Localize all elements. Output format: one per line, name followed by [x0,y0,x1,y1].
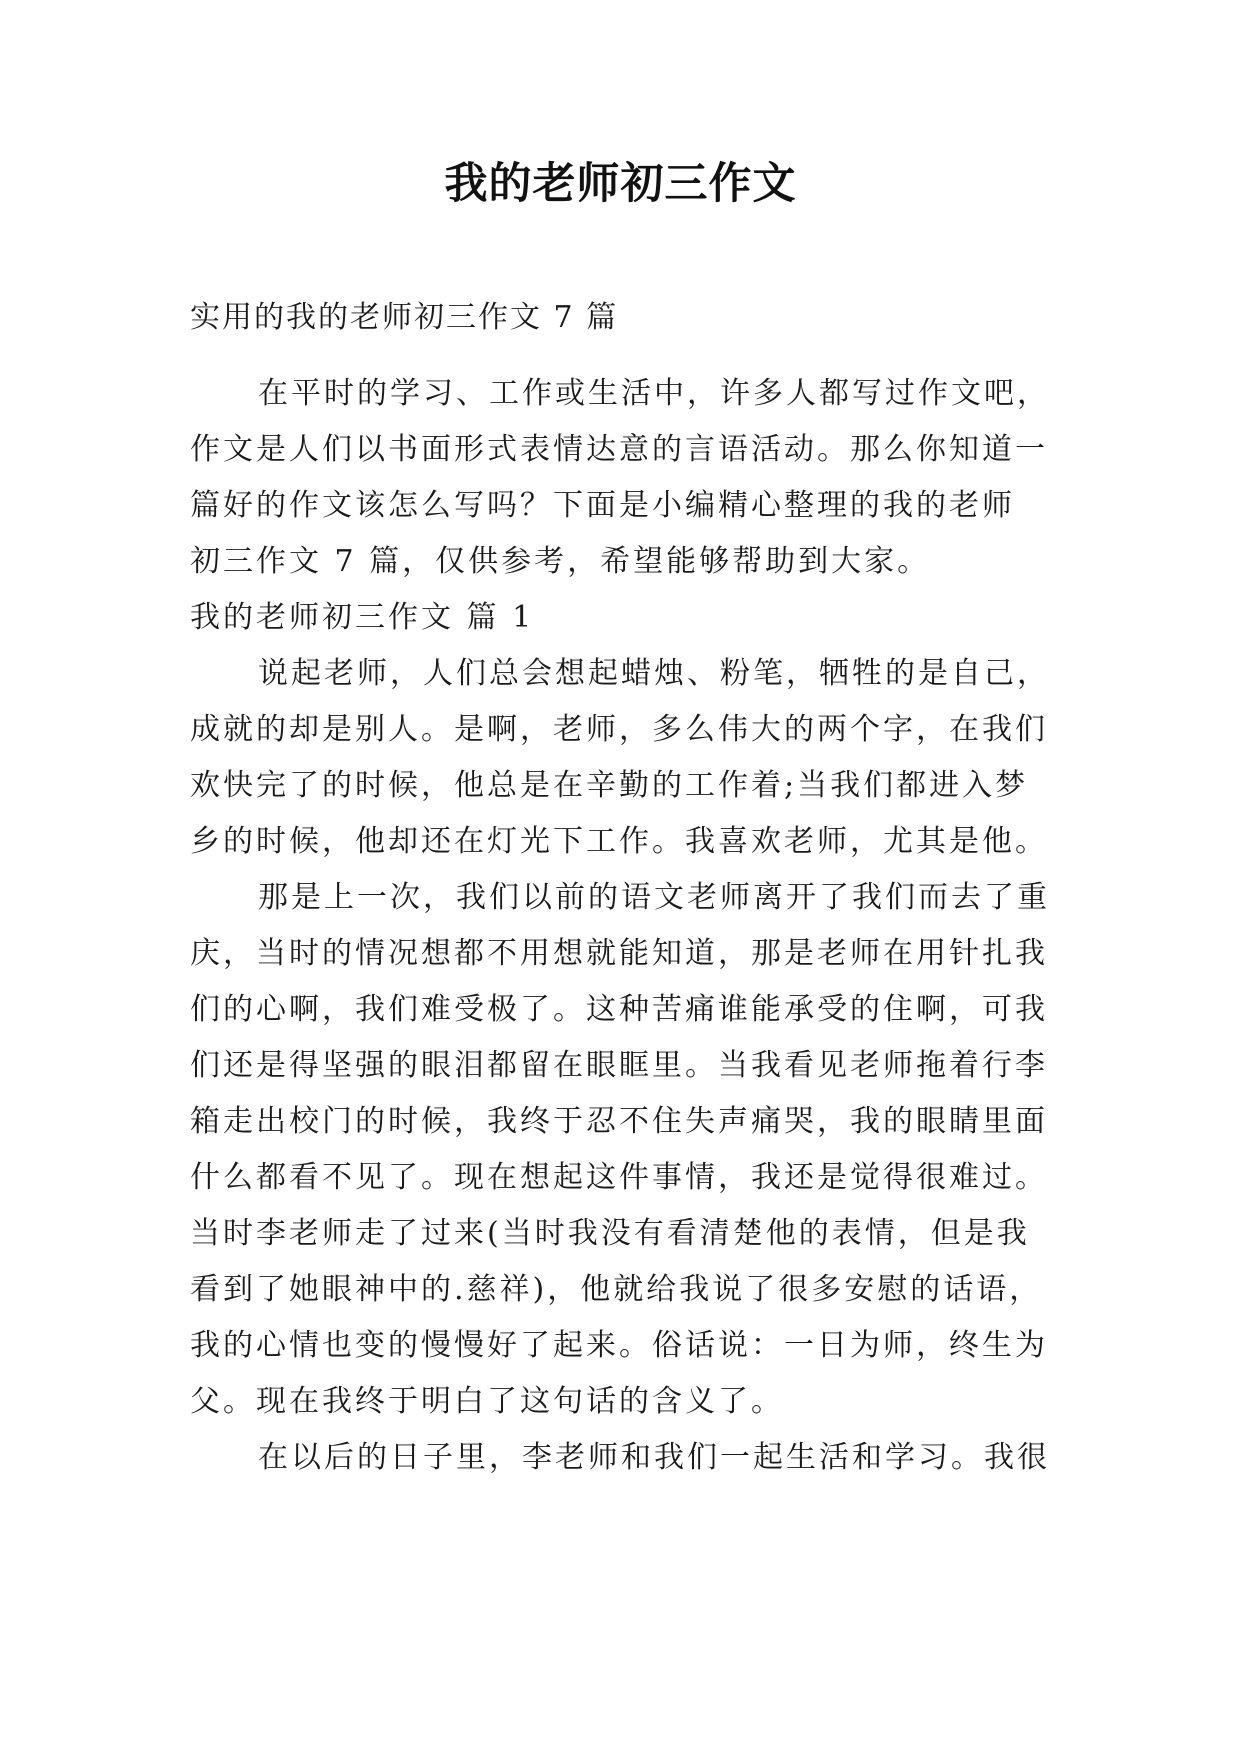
text-line: 当时李老师走了过来(当时我没有看清楚他的表情，但是我 [190,1216,1030,1251]
text-line: 们还是得坚强的眼泪都留在眼眶里。当我看见老师拖着行李 [190,1048,1048,1083]
text-line: 初三作文 7 篇，仅供参考，希望能够帮助到大家。 [190,544,931,579]
text-line: 庆，当时的情况想都不用想就能知道，那是老师在用针扎我 [190,936,1048,971]
section-heading: 我的老师初三作文 篇 1 [190,600,535,635]
text-line: 乡的时候，他却还在灯光下工作。我喜欢老师，尤其是他。 [190,824,1048,859]
text-line: 我的心情也变的慢慢好了起来。俗话说：一日为师，终生为 [190,1328,1048,1363]
document-title: 我的老师初三作文 [444,159,797,209]
text-line: 在以后的日子里，李老师和我们一起生活和学习。我很 [258,1440,1050,1475]
text-line: 箱走出校门的时候，我终于忍不住失声痛哭，我的眼睛里面 [190,1104,1048,1139]
document-subtitle: 实用的我的老师初三作文 7 篇 [190,300,619,335]
text-line: 父。现在我终于明白了这句话的含义了。 [190,1384,784,1419]
text-line: 篇好的作文该怎么写吗？下面是小编精心整理的我的老师 [190,488,1015,523]
text-line: 什么都看不见了。现在想起这件事情，我还是觉得很难过。 [190,1160,1048,1195]
text-line: 看到了她眼神中的.慈祥)，他就给我说了很多安慰的话语， [190,1272,1043,1307]
text-line: 成就的却是别人。是啊，老师，多么伟大的两个字，在我们 [190,712,1048,747]
text-line: 欢快完了的时候，他总是在辛勤的工作着;当我们都进入梦 [190,768,1029,803]
text-line: 作文是人们以书面形式表情达意的言语活动。那么你知道一 [190,432,1048,467]
text-line: 那是上一次，我们以前的语文老师离开了我们而去了重 [258,880,1050,915]
text-line: 在平时的学习、工作或生活中，许多人都写过作文吧， [258,376,1050,411]
text-line: 说起老师，人们总会想起蜡烛、粉笔，牺牲的是自己， [258,656,1050,691]
text-line: 们的心啊，我们难受极了。这种苦痛谁能承受的住啊，可我 [190,992,1048,1027]
